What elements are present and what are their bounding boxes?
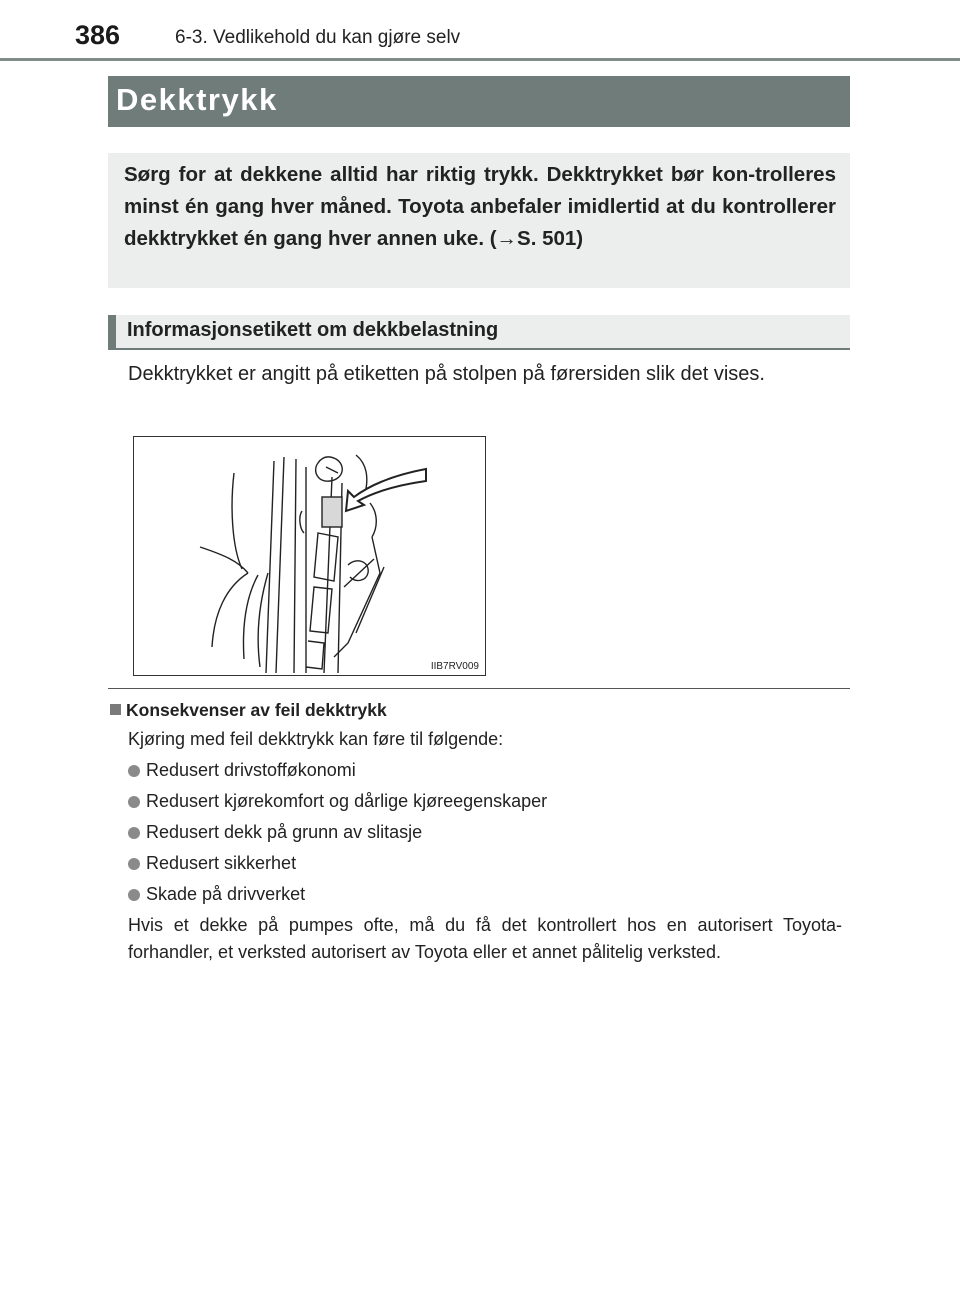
note-heading xyxy=(110,700,387,721)
note-paragraph: Hvis et dekke på pumpes ofte, må du få det kontrollert hos en autorisert Toyota-forhandler, et verksted autorisert av Toyota eller et annet pålitelig verksted. xyxy=(128,915,842,962)
page-number: 386 xyxy=(75,20,121,50)
header-rule xyxy=(0,58,960,61)
figure-door-pillar xyxy=(133,436,486,676)
door-pillar-illustration xyxy=(134,437,485,675)
list-item: Redusert kjørekomfort og dårlige kjøreegenskaper xyxy=(128,791,547,812)
bullet-dot-icon xyxy=(128,889,140,901)
subsection-title: Informasjonsetikett om dekkbelastning xyxy=(127,319,499,341)
note-lead: Kjøring med feil dekktrykk kan føre til følgende: xyxy=(128,729,504,749)
list-item: Skade på drivverket xyxy=(128,884,305,905)
arrow-icon xyxy=(346,469,426,511)
square-bullet-icon xyxy=(110,704,121,715)
list-item: Redusert sikkerhet xyxy=(128,853,296,874)
bullet-dot-icon xyxy=(128,765,140,777)
label-sticker xyxy=(322,497,342,527)
bullet-dot-icon xyxy=(128,858,140,870)
divider xyxy=(108,688,850,689)
body-text: Dekktrykket er angitt på etiketten på stolpen på førersiden slik det vises. xyxy=(128,363,765,385)
intro-box xyxy=(108,153,850,288)
section-title: Dekktrykk xyxy=(116,82,278,117)
figure-code: IIB7RV009 xyxy=(430,661,479,672)
subsection-accent xyxy=(108,315,116,350)
list-item: Redusert dekk på grunn av slitasje xyxy=(128,822,422,843)
bullet-dot-icon xyxy=(128,827,140,839)
list-item: Redusert drivstofføkonomi xyxy=(128,760,356,781)
subsection-title-bar xyxy=(108,315,850,350)
chapter-title: 6-3. Vedlikehold du kan gjøre selv xyxy=(175,27,461,48)
bullet-dot-icon xyxy=(128,796,140,808)
note-heading-text: Konsekvenser av feil dekktrykk xyxy=(126,700,387,720)
intro-text: Sørg for at dekkene alltid har riktig trykk. Dekktrykket bør kon-trolleres minst én gang hver måned. Toyota anbefaler imidlertid at du kontrollerer dekktrykket én gang hver annen uke. (→S. 501) xyxy=(124,163,836,250)
section-title-bar xyxy=(108,76,850,127)
page-header xyxy=(75,20,945,56)
